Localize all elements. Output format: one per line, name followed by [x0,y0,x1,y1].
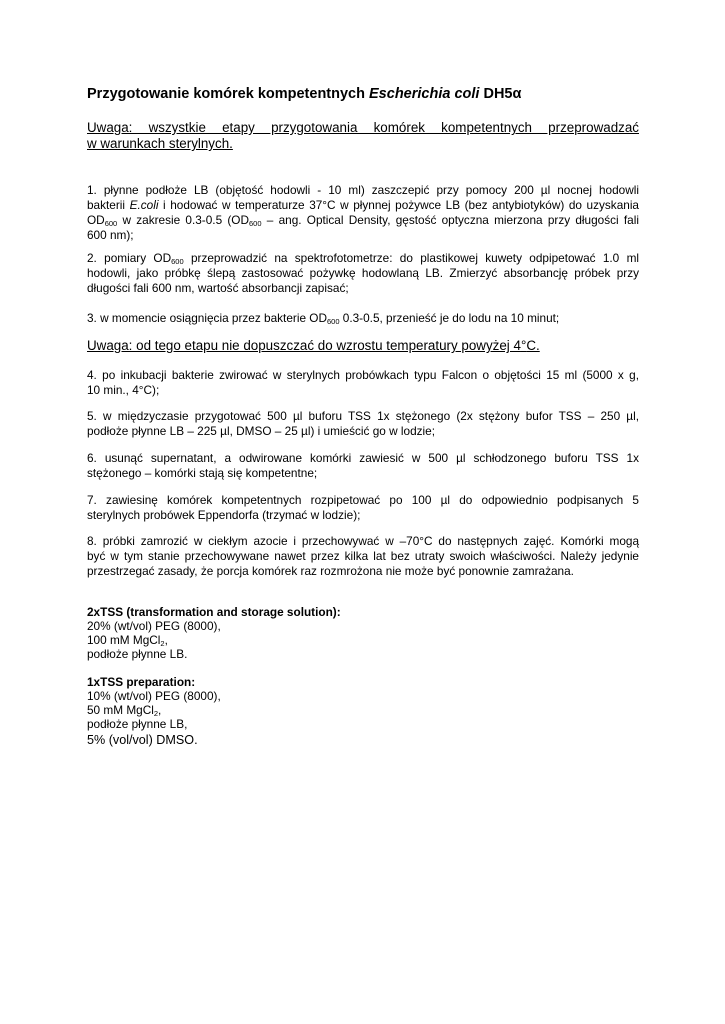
step-5-line-2: podłoże płynne LB – 225 µl, DMSO – 25 µl) i umieścić go w lodzie; [87,424,436,438]
sterility-warning-line-1: Uwaga: wszystkie etapy przygotowania komórek kompetentnych przeprowadzać [87,120,639,135]
tss-1x-heading: 1xTSS preparation: [87,675,196,689]
step-3 [87,311,639,326]
sterility-warning-line-2: w warunkach sterylnych. [87,136,233,151]
step-2-line-1: 2. pomiary $OD_{600}$ przeprowadzić na spektrofotometrze: do plastikowej kuwety odpipetować 1.0 ml [87,251,640,266]
temperature-warning: Uwaga: od tego etapu nie dopuszczać do wzrostu temperatury powyżej 4°C. [87,338,540,353]
step-4-line-1: 4. po inkubacji bakterie zwirować w sterylnych probówkach typu Falcon o objętości 15 ml (5000 x g, [87,368,639,382]
tss-2x-lb: podłoże płynne LB. [87,647,188,661]
step-2 [87,251,639,296]
tss-1x-mgcl2: 50 mM MgCl$_2$, [87,703,162,718]
step-5 [87,409,639,439]
tss-1x-recipe [87,675,221,747]
tss-2x-peg: 20% (wt/vol) PEG (8000), [87,619,221,633]
step-8 [87,534,639,579]
step-1-line-3: $OD_{600}$ w zakresie 0.3-0.5 ($OD_{600}$ – ang. Optical Density, gęstość optyczna mierzona przy długości fali [87,213,639,228]
step-6-line-2: stężonego – komórki stają się kompetentne; [87,466,318,480]
tss-2x-mgcl2: 100 mM MgCl$_2$, [87,633,168,648]
step-4 [87,368,639,398]
tss-1x-dmso: 5% (vol/vol) DMSO. [87,733,198,747]
step-1-line-1: 1. płynne podłoże LB (objętość hodowli - 10 ml) zaszczepić przy pomocy 200 µl nocnej hodowli [87,183,639,197]
step-3-line-1: 3. w momencie osiągnięcia przez bakterie $OD_{600}$ 0.3-0.5, przenieść je do lodu na 10 minut; [87,311,560,326]
step-2-line-2: hodowli, jako próbkę ślepą zastosować pożywkę hodowlaną LB. Zmierzyć absorbancję próbek przy [87,266,639,280]
step-6-line-1: 6. usunąć supernatant, a odwirowane komórki zawiesić w 500 µl schłodzonego buforu TSS 1x [87,451,639,465]
tss-1x-peg: 10% (wt/vol) PEG (8000), [87,689,221,703]
title-strain: DH5α [479,86,522,102]
step-8-line-2: być w tym stanie przechowywane nawet przez kilka lat bez utraty swoich właściwości. Należy jedynie [87,549,639,563]
title-species: Escherichia coli [369,86,480,102]
document-title [87,86,521,102]
step-7 [87,493,639,523]
sterility-warning [87,120,639,152]
step-1-line-2: bakterii E.coli i hodować w temperaturze 37°C w płynnej pożywce LB (bez antybiotyków) do uzyskania [87,198,639,212]
step-2-line-3: długości fali 600 nm, wartość absorbancji zapisać; [87,281,349,295]
title-text: Przygotowanie komórek kompetentnych [87,86,370,102]
tss-2x-recipe [87,605,341,661]
tss-2x-heading: 2xTSS (transformation and storage solution): [87,605,341,619]
step-6 [87,451,639,481]
step-7-line-2: sterylnych probówek Eppendorfa (trzymać w lodzie); [87,508,361,522]
step-8-line-3: przestrzegać zasady, że porcja komórek raz rozmrożona nie może być ponownie zamrażana. [87,564,574,578]
step-1 [87,183,639,243]
step-1-line-4: 600 nm); [87,228,134,242]
step-5-line-1: 5. w międzyczasie przygotować 500 µl buforu TSS 1x stężonego (2x stężony bufor TSS – 250 µl, [87,409,639,423]
tss-1x-lb: podłoże płynne LB, [87,717,188,731]
step-7-line-1: 7. zawiesinę komórek kompetentnych rozpipetować po 100 µl do odpowiednio podpisanych 5 [87,493,639,507]
step-4-line-2: 10 min., 4°C); [87,383,160,397]
step-8-line-1: 8. próbki zamrozić w ciekłym azocie i przechowywać w –70°C do następnych zajęć. Komórki mogą [87,534,639,548]
